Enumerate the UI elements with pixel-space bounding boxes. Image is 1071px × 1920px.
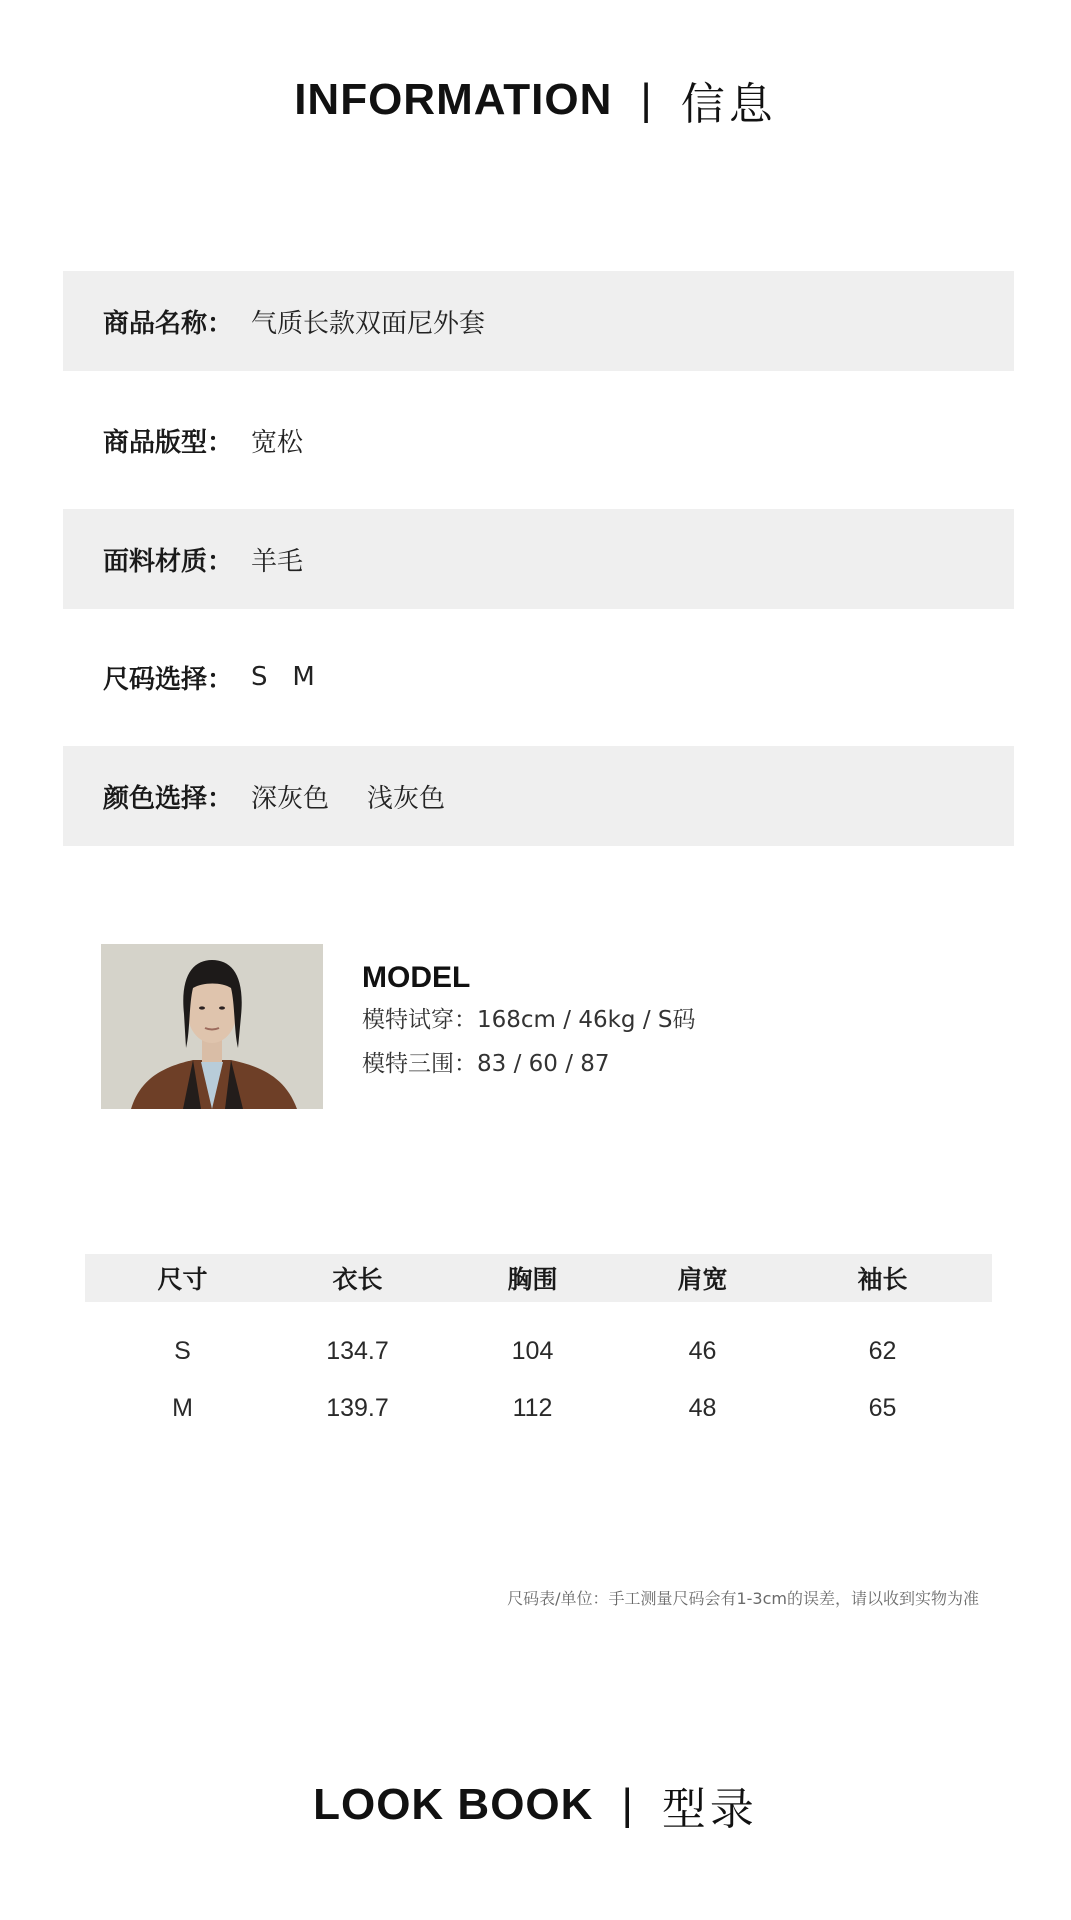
size-table-header xyxy=(85,1254,992,1302)
lookbook-heading-cn: 型录 xyxy=(661,1784,758,1835)
information-heading-en: INFORMATION xyxy=(294,75,613,124)
info-row-colors xyxy=(63,746,1014,846)
header-chest: 胸围 xyxy=(507,1265,558,1294)
table-row xyxy=(85,1380,992,1437)
table-cell: S xyxy=(174,1337,191,1365)
model-measurements-line: 模特三围：83 / 60 / 87 xyxy=(362,1051,610,1077)
heading-separator: | xyxy=(640,75,653,124)
lookbook-heading xyxy=(0,1775,1071,1835)
model-photo xyxy=(101,944,323,1109)
sizes-label: 尺码选择： xyxy=(103,664,234,695)
color-option-dark-gray: 深灰色 xyxy=(251,783,330,814)
table-row xyxy=(85,1323,992,1380)
information-heading-cn: 信息 xyxy=(680,79,777,130)
table-cell: 112 xyxy=(512,1394,553,1422)
lookbook-heading-en: LOOK BOOK xyxy=(313,1780,594,1829)
table-cell: 139.7 xyxy=(326,1394,389,1422)
fit-value: 宽松 xyxy=(251,427,304,458)
header-shoulder: 肩宽 xyxy=(677,1265,728,1294)
sizes-value: S M xyxy=(251,662,315,692)
info-row-material xyxy=(63,509,1014,609)
model-info xyxy=(362,958,695,1086)
header-size: 尺寸 xyxy=(157,1265,208,1294)
table-cell: M xyxy=(172,1394,193,1422)
material-value: 羊毛 xyxy=(251,546,304,577)
model-photo-illustration xyxy=(101,944,323,1109)
colors-label: 颜色选择： xyxy=(103,783,234,814)
table-cell: 134.7 xyxy=(326,1337,389,1365)
information-heading xyxy=(0,70,1071,130)
model-fit-line: 模特试穿：168cm / 46kg / S码 xyxy=(362,1007,696,1033)
product-name-value: 气质长款双面尼外套 xyxy=(251,308,486,339)
table-cell: 104 xyxy=(511,1337,554,1365)
product-name-label: 商品名称： xyxy=(103,308,234,339)
info-row-sizes xyxy=(63,627,1014,727)
table-cell: 62 xyxy=(868,1337,897,1365)
table-cell: 48 xyxy=(688,1394,717,1422)
info-row-product-name xyxy=(63,271,1014,371)
color-option-light-gray: 浅灰色 xyxy=(367,783,446,814)
material-label: 面料材质： xyxy=(103,546,234,577)
size-chart-note: 尺码表/单位：手工测量尺码会有1-3cm的误差，请以收到实物为准 xyxy=(507,1589,979,1608)
table-cell: 65 xyxy=(868,1394,897,1422)
fit-label: 商品版型： xyxy=(103,427,234,458)
size-table xyxy=(85,1254,992,1437)
info-row-fit xyxy=(63,390,1014,490)
table-cell: 46 xyxy=(688,1337,717,1365)
model-title: MODEL xyxy=(362,961,471,994)
header-sleeve: 袖长 xyxy=(857,1265,908,1294)
heading-separator: | xyxy=(621,1780,634,1829)
header-length: 衣长 xyxy=(332,1265,383,1294)
